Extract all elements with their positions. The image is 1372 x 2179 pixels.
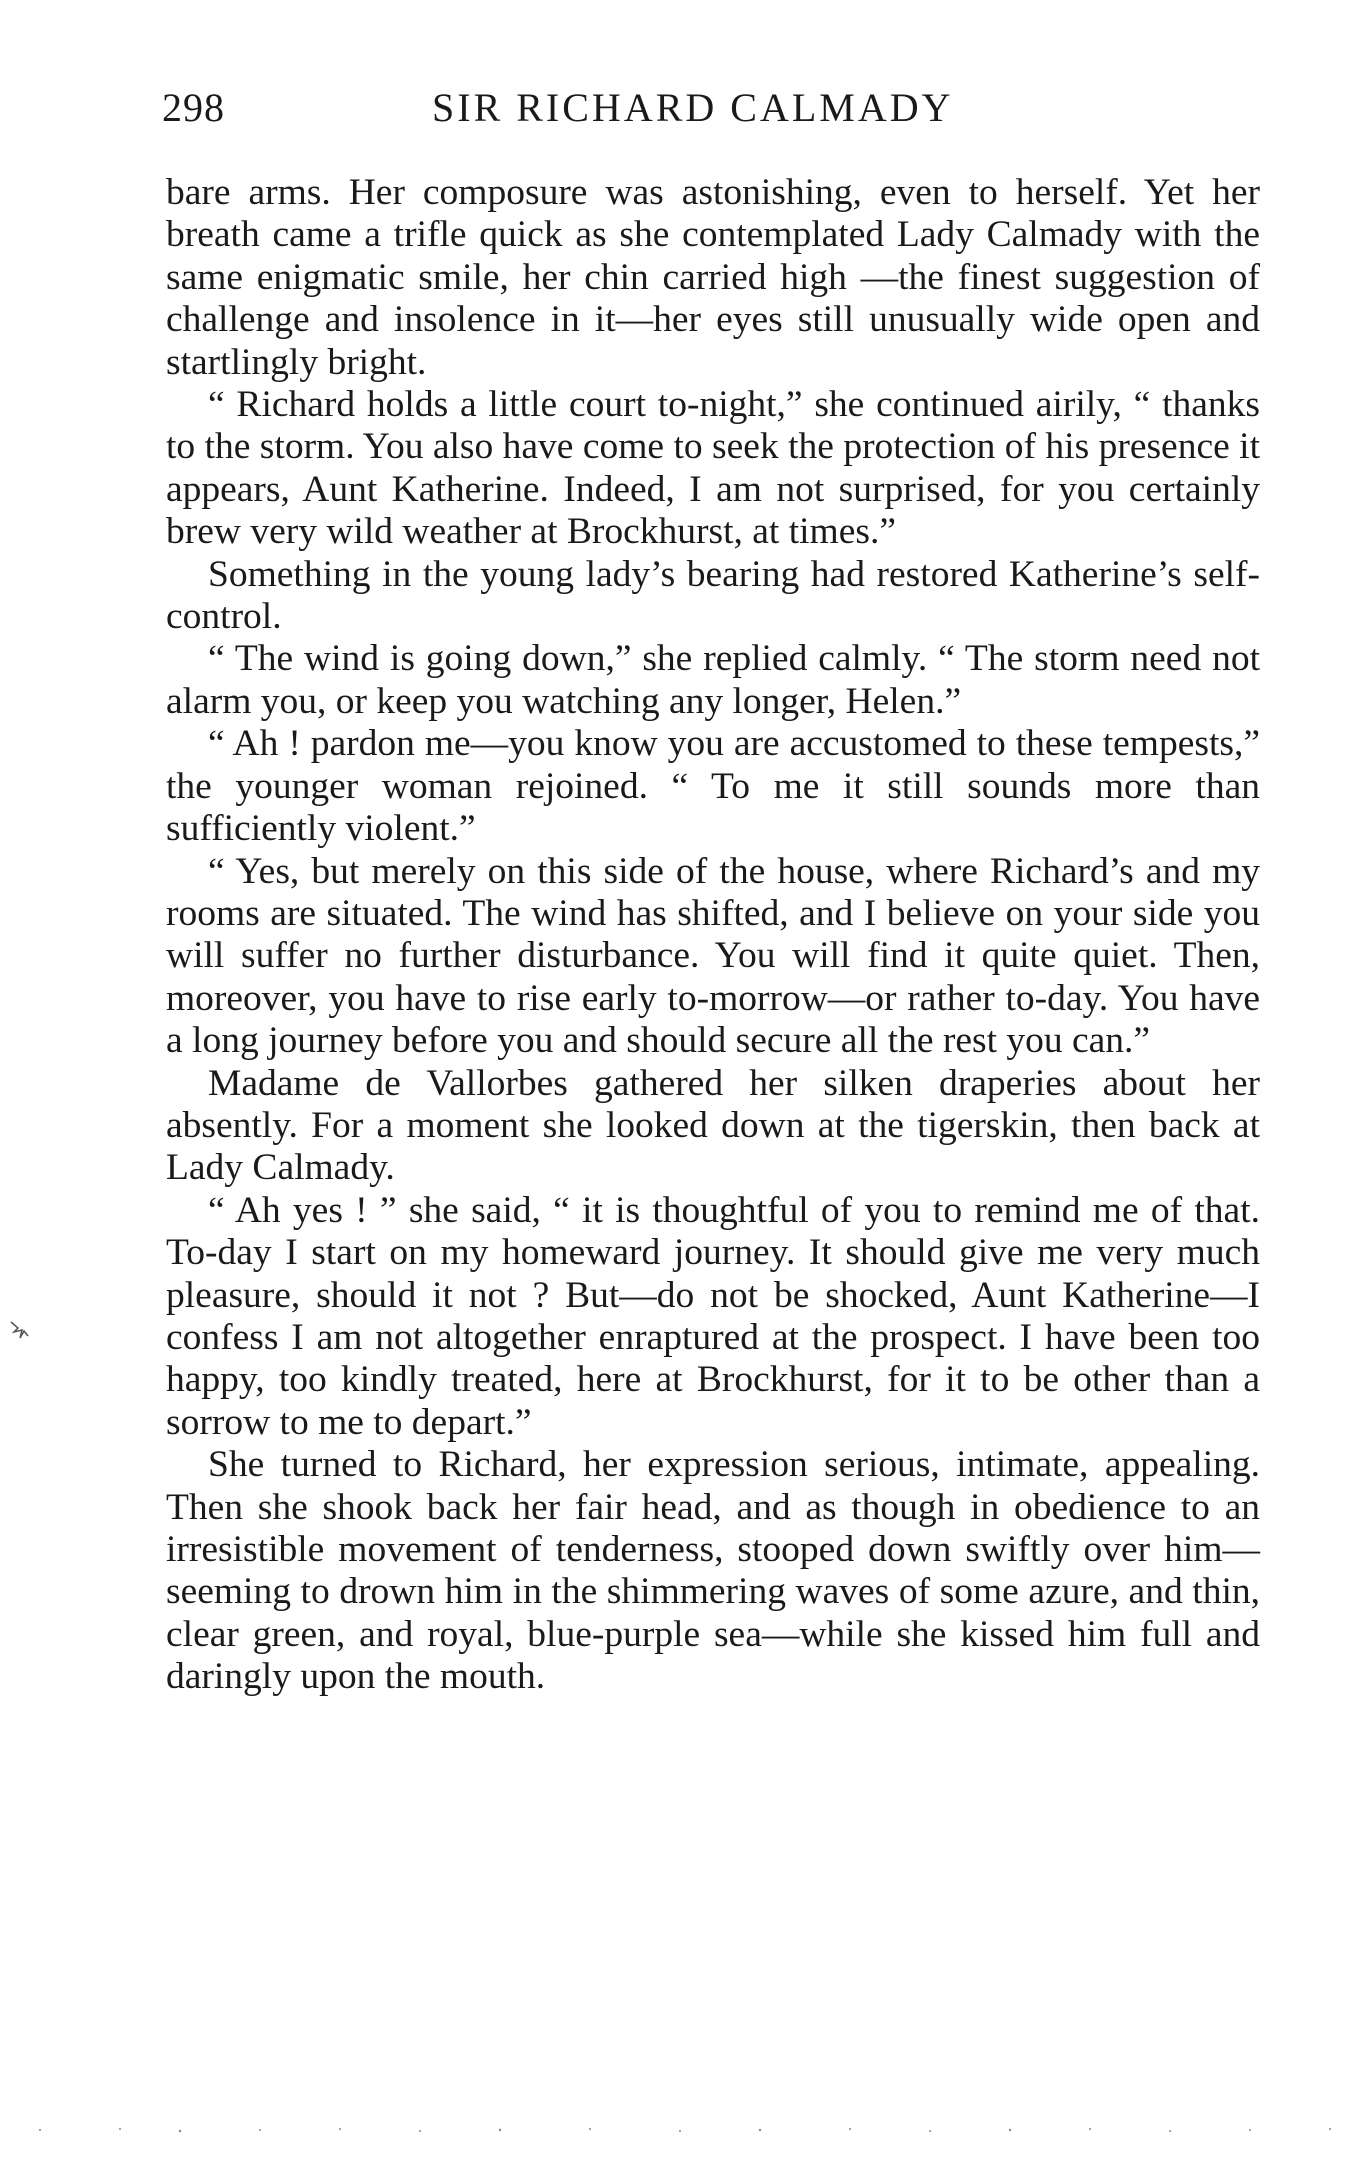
paragraph-9: She turned to Richard, her expression serious, intimate, appealing. Then she shook back her fair head, and as though in obedience to an irresistible movement of tenderness, stooped down swiftly over him—seeming to drown him in the shimmering waves of some azure, and thin, clear green, and royal, blue-purple sea—while she kissed him full and daringly upon the mouth. <box>166 1444 1260 1698</box>
page-number: 298 <box>162 85 225 130</box>
paragraph-1: bare arms. Her composure was astonishing, even to herself. Yet her breath came a trifle quick as she contemplated Lady Calmady with the same enigmatic smile, her chin carried high —the finest suggestion of challenge and insolence in it—her eyes still unusually wide open and startlingly bright. <box>166 172 1260 383</box>
paragraph-4: “ The wind is going down,” she replied calmly. “ The storm need not alarm you, or keep you watching any longer, Helen.” <box>166 638 1260 722</box>
paragraph-2: “ Richard holds a little court to-night,” she continued airily, “ thanks to the storm. You also have come to seek the protection of his presence it appears, Aunt Katherine. Indeed, I am not surprised, for you certainly brew very wild weather at Brockhurst, at times.” <box>166 384 1260 553</box>
scan-speck-mark <box>8 1318 30 1342</box>
paragraph-3: Something in the young lady’s bearing had restored Katherine’s self-control. <box>166 553 1260 638</box>
paragraph-6: “ Yes, but merely on this side of the house, where Richard’s and my rooms are situated. The wind has shifted, and I believe on your side you will suffer no further disturbance. You will find it quite quiet. Then, moreover, you have to rise early to-morrow—or rather to-day. You have a long journey before you and should secure all the rest you can.” <box>166 850 1260 1062</box>
body-text <box>166 172 1260 1699</box>
paragraph-7: Madame de Vallorbes gathered her silken draperies about her absently. For a moment she looked down at the tigerskin, then back at Lady Calmady. <box>166 1062 1260 1189</box>
paragraph-8: “ Ah yes ! ” she said, “ it is thoughtful of you to remind me of that. To-day I start on my homeward journey. It should give me very much pleasure, should it not ? But—do not be shocked, Aunt Katherine—I confess I am not altogether enraptured at the prospect. I have been too happy, too kindly treated, here at Brockhurst, for it to be other than a sorrow to me to depart.” <box>166 1189 1260 1443</box>
scan-dust-specks <box>0 2120 1372 2140</box>
running-title: SIR RICHARD CALMADY <box>432 85 954 130</box>
paragraph-5: “ Ah ! pardon me—you know you are accustomed to these tempests,” the younger woman rejoined. “ To me it still sounds more than sufficiently violent.” <box>166 723 1260 850</box>
page-header <box>162 84 1262 144</box>
